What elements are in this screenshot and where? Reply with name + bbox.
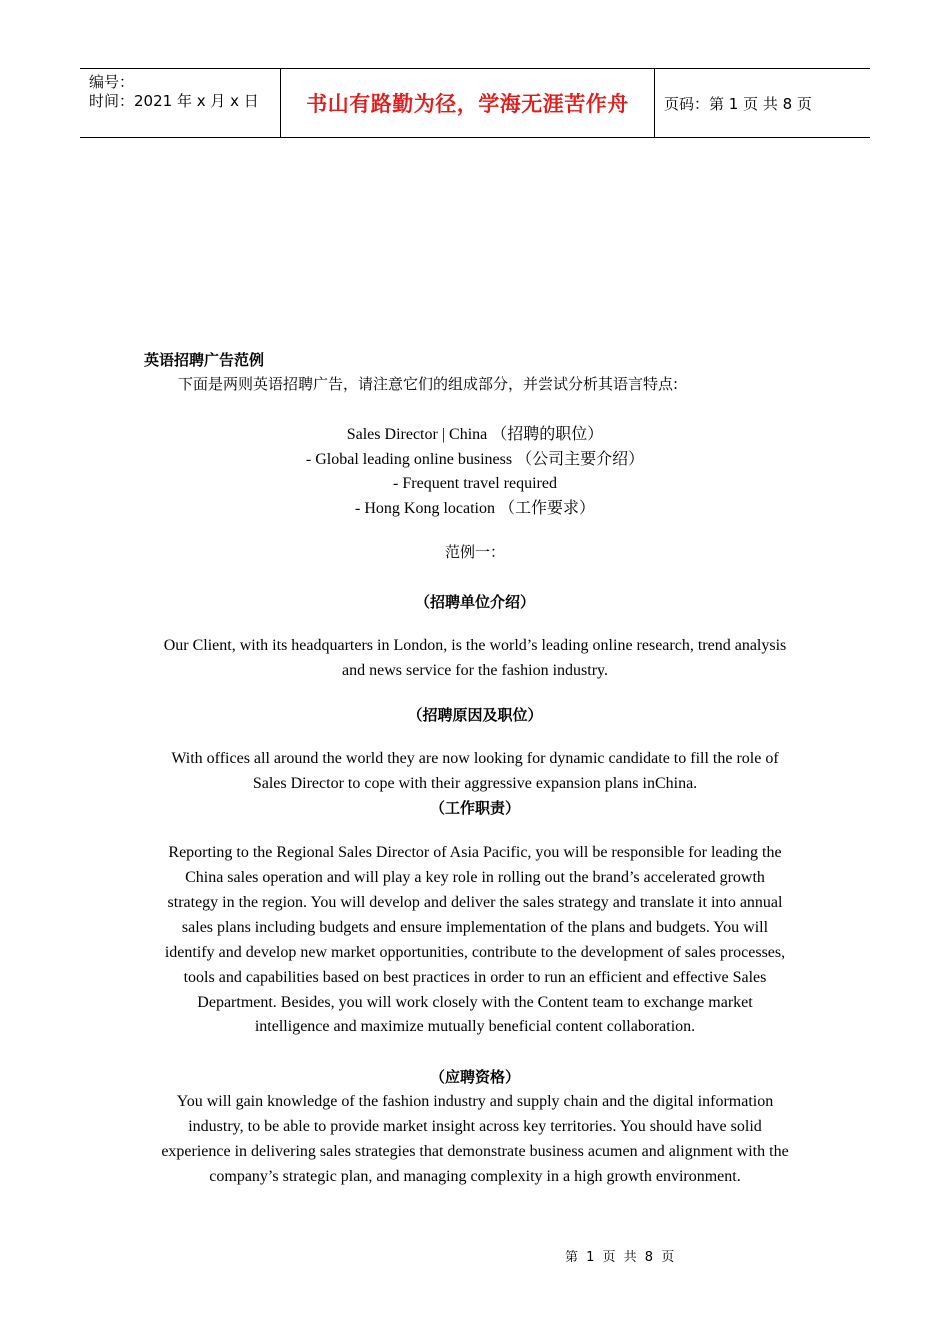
paragraph-line: and news service for the fashion industry. <box>342 662 608 679</box>
example-label: 范例一： <box>444 543 505 561</box>
section-heading: （招聘原因及职位） <box>407 706 543 724</box>
intro-text: 下面是两则英语招聘广告，请注意它们的组成部分，并尝试分析其语言特点: <box>178 375 679 393</box>
paragraph-line: intelligence and maximize mutually beneficial content collaboration. <box>254 1018 696 1035</box>
job-line: Sales Director | China （招聘的职位） <box>346 426 604 443</box>
header-motto-cell <box>281 69 655 137</box>
paragraph-line: Reporting to the Regional Sales Director of Asia Pacific, you will be responsible for leading the <box>168 844 782 861</box>
paragraph-line: Our Client, with its headquarters in London, is the world’s leading online research, trend analysis <box>163 637 787 654</box>
paragraph-line: tools and capabilities based on best practices in order to run an efficient and effective Sales <box>183 969 767 986</box>
paragraph-line: strategy in the region. You will develop and deliver the sales strategy and translate it into annual <box>167 894 783 911</box>
job-line: - Global leading online business （公司主要介绍） <box>305 451 645 468</box>
paragraph-line: Sales Director to cope with their aggressive expansion plans inChina. <box>252 775 698 792</box>
motto-text: 书山有路勤为径，学海无涯苦作舟 <box>306 92 629 116</box>
page-header <box>80 68 870 138</box>
paragraph-line: China sales operation and will play a key role in rolling out the brand’s accelerated growth <box>185 869 765 886</box>
section-heading: （应聘资格） <box>429 1068 520 1086</box>
paragraph-line: With offices all around the world they are now looking for dynamic candidate to fill the role of <box>171 750 779 767</box>
paragraph-line: Department. Besides, you will work closely with the Content team to exchange market <box>197 994 753 1011</box>
paragraph-line: sales plans including budgets and ensure implementation of the plans and budgets. You will <box>181 919 769 936</box>
paragraph-line: experience in delivering sales strategies that demonstrate business acumen and alignment with the <box>161 1143 789 1160</box>
paragraph-line: industry, to be able to provide market insight across key territories. You should have solid <box>188 1118 762 1135</box>
paragraph-line: You will gain knowledge of the fashion industry and supply chain and the digital information <box>176 1093 774 1110</box>
number-label: 编号： <box>89 73 135 91</box>
job-line: - Frequent travel required <box>393 475 557 492</box>
job-line: - Hong Kong location （工作要求） <box>355 500 595 517</box>
document-title: 英语招聘广告范例 <box>144 351 265 369</box>
paragraph-line: identify and develop new market opportunities, contribute to the development of sales processes, <box>164 944 786 961</box>
paragraph-line: company’s strategic plan, and managing complexity in a high growth environment. <box>209 1168 741 1185</box>
section-heading: （招聘单位介绍） <box>414 593 535 611</box>
section-heading: （工作职责） <box>429 799 520 817</box>
page-footer: 第 1 页 共 8 页 <box>565 1250 677 1265</box>
header-meta-cell <box>80 69 281 137</box>
page-info: 页码：第 1 页 共 8 页 <box>664 94 812 113</box>
date-label: 时间：2021 年 x 月 x 日 <box>89 92 259 110</box>
